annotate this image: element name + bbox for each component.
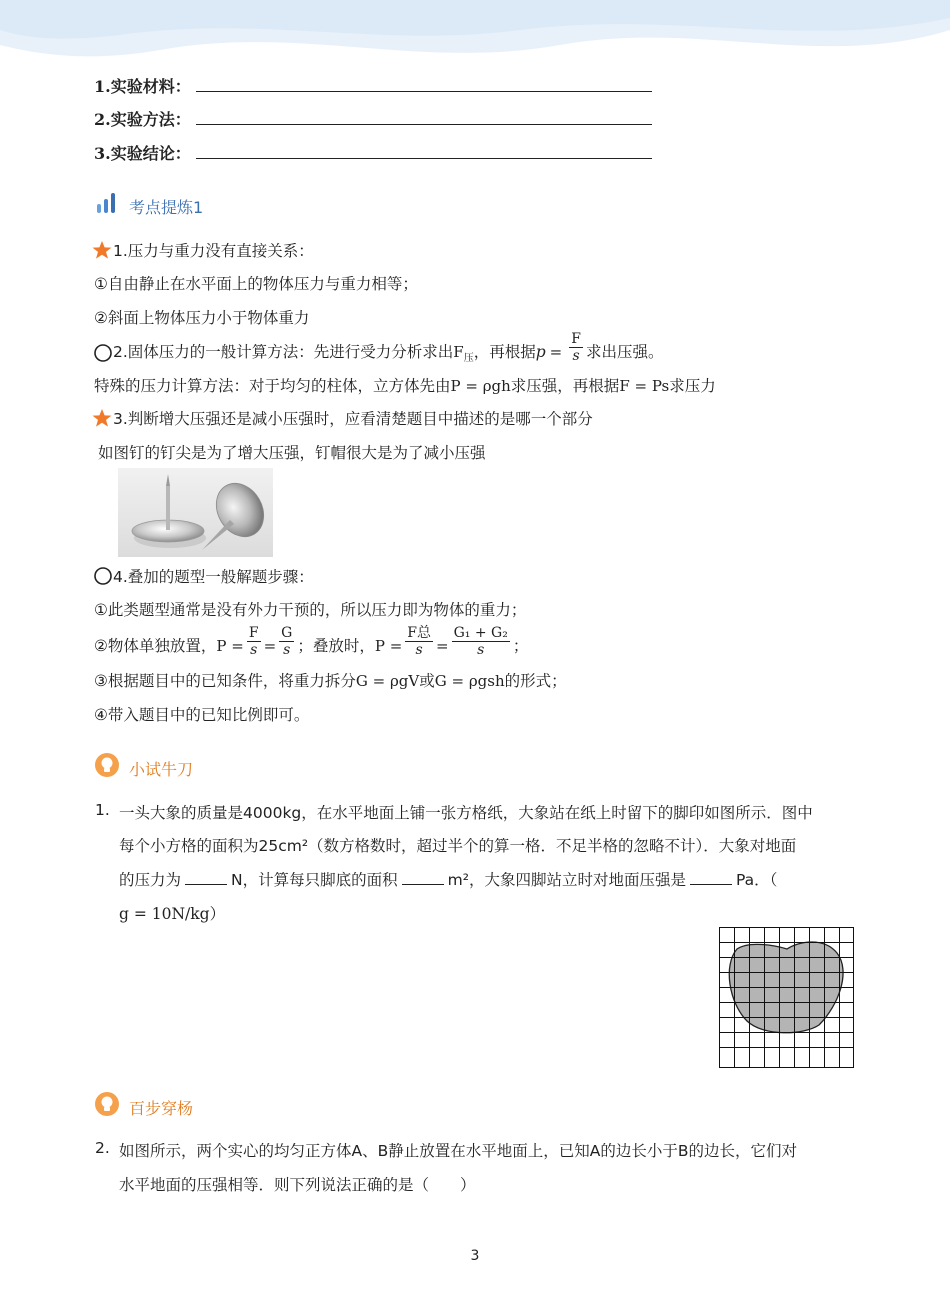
point-4b-frac1: [247, 625, 261, 658]
point-2-text: 2.固体压力的一般计算方法：先进行受力分析求出: [113, 343, 454, 361]
question-2-line-2: 水平地面的压强相等．则下列说法正确的是（ ）: [119, 1176, 476, 1194]
point-2b-formula1: P = ρgh: [450, 377, 511, 395]
point-2-p: p: [535, 343, 546, 361]
point-4b-end: ；: [512, 637, 529, 655]
frac3-den: s: [415, 642, 423, 658]
question-1-line-1: 一头大象的质量是4000kg，在水平地面上铺一张方格纸，大象站在纸上时留下的脚印如图所示．图中: [119, 804, 813, 822]
point-2-den: s: [572, 348, 580, 364]
point-3a: 如图钉的钉尖是为了增大压强，钉帽很大是为了减小压强: [98, 444, 486, 462]
thumbtack-image: [118, 468, 273, 557]
point-4d: ④带入题目中的已知比例即可。: [94, 706, 310, 724]
section-title-kaodian: 考点提炼1: [129, 198, 204, 217]
point-4c-f1: G = ρgV: [355, 672, 420, 690]
conclusion-blank[interactable]: [196, 158, 652, 159]
point-4b-P: P =: [216, 637, 244, 655]
method-label: 2.实验方法：: [94, 110, 191, 129]
point-4c-text: ③根据题目中的已知条件，将重力拆分: [94, 672, 356, 690]
question-1-line-4: g = 10N/kg）: [119, 905, 226, 923]
star-icon: [92, 408, 112, 428]
point-2: [113, 331, 664, 365]
point-2-fraction: [569, 331, 583, 364]
point-4b-P2: P =: [374, 637, 403, 655]
frac1-num: F: [248, 625, 259, 641]
q1-pressure-blank[interactable]: [690, 870, 732, 885]
point-4b: [94, 625, 529, 658]
point-2-sub: 压: [463, 353, 474, 365]
materials-blank[interactable]: [196, 91, 652, 92]
circle-icon: [93, 566, 113, 586]
question-2-number: 2.: [95, 1139, 110, 1157]
point-2-F: F: [453, 343, 464, 361]
section-title-baibu: 百步穿杨: [129, 1099, 194, 1118]
q1-area-label: N，计算每只脚底的面积: [231, 871, 398, 889]
point-4b-mid: ；叠放时，: [297, 637, 375, 655]
point-2b-formula2: F = Ps: [619, 377, 670, 395]
materials-label: 1.实验材料：: [94, 77, 191, 96]
point-4b-frac4: [452, 625, 510, 658]
point-2b: [94, 374, 716, 396]
point-4b-eq2: =: [436, 637, 449, 655]
point-2-num: F: [571, 331, 581, 347]
frac4-num: G₁ + G₂: [453, 625, 508, 641]
conclusion-label: 3.实验结论：: [94, 144, 191, 163]
frac1-den: s: [250, 642, 258, 658]
question-2-line-1: 如图所示，两个实心的均匀正方体A、B静止放置在水平地面上，已知A的边长小于B的边长，它们对: [119, 1142, 797, 1160]
bar-chart-icon: [96, 192, 118, 214]
method-blank[interactable]: [196, 124, 652, 125]
q1-force-label: 的压力为: [119, 871, 182, 889]
lightbulb-icon: [94, 752, 120, 778]
point-4c-end: 的形式；: [504, 672, 567, 690]
point-4a: ①此类题型通常是没有外力干预的，所以压力即为物体的重力；: [94, 601, 527, 619]
point-4c-or: 或: [419, 672, 435, 690]
circle-icon: [93, 343, 113, 363]
point-4b-frac2: [279, 625, 294, 658]
page-number: 3: [470, 1248, 480, 1264]
point-2-end: 求出压强。: [585, 343, 664, 361]
point-1: 1.压力与重力没有直接关系：: [113, 242, 314, 260]
point-3: 3.判断增大压强还是减小压强时，应看清楚题目中描述的是哪一个部分: [113, 410, 593, 428]
point-4b-text: ②物体单独放置，: [94, 637, 217, 655]
question-1-line-2: 每个小方格的面积为25cm²（数方格数时，超过半个的算一格．不足半格的忽略不计）．大象对地面: [119, 837, 797, 855]
question-1-number: 1.: [95, 801, 110, 819]
q1-pressure-label: m²，大象四脚站立时对地面压强是: [447, 871, 686, 889]
point-4b-frac3: [405, 625, 433, 658]
point-4c: [94, 669, 567, 691]
star-icon: [92, 240, 112, 260]
q1-force-blank[interactable]: [185, 870, 227, 885]
point-4b-eq: =: [263, 637, 277, 655]
point-2b-mid: 求压强，再根据: [510, 377, 620, 395]
point-4c-f2: G = ρgsh: [434, 672, 505, 690]
frac2-num: G: [281, 625, 293, 641]
frac3-num: F总: [407, 625, 431, 641]
point-2-mid: ，再根据: [473, 343, 536, 361]
q1-area-blank[interactable]: [402, 870, 444, 885]
point-2b-end: 求压力: [669, 377, 716, 395]
point-2-eq: =: [549, 343, 563, 361]
point-1a: ①自由静止在水平面上的物体压力与重力相等；: [94, 275, 418, 293]
header-wave-decoration: [0, 0, 950, 75]
q1-unit-pa: Pa．（: [735, 871, 778, 889]
footprint-grid-figure: [719, 927, 854, 1068]
point-1b: ②斜面上物体压力小于物体重力: [94, 309, 310, 327]
lightbulb-icon: [94, 1091, 120, 1117]
point-4: 4.叠加的题型一般解题步骤：: [113, 568, 314, 586]
point-2b-text: 特殊的压力计算方法：对于均匀的柱体，立方体先由: [94, 377, 451, 395]
frac2-den: s: [283, 642, 291, 658]
frac4-den: s: [477, 642, 485, 658]
question-1-line-3: [119, 868, 777, 890]
section-title-xiaoshi: 小试牛刀: [129, 760, 194, 779]
